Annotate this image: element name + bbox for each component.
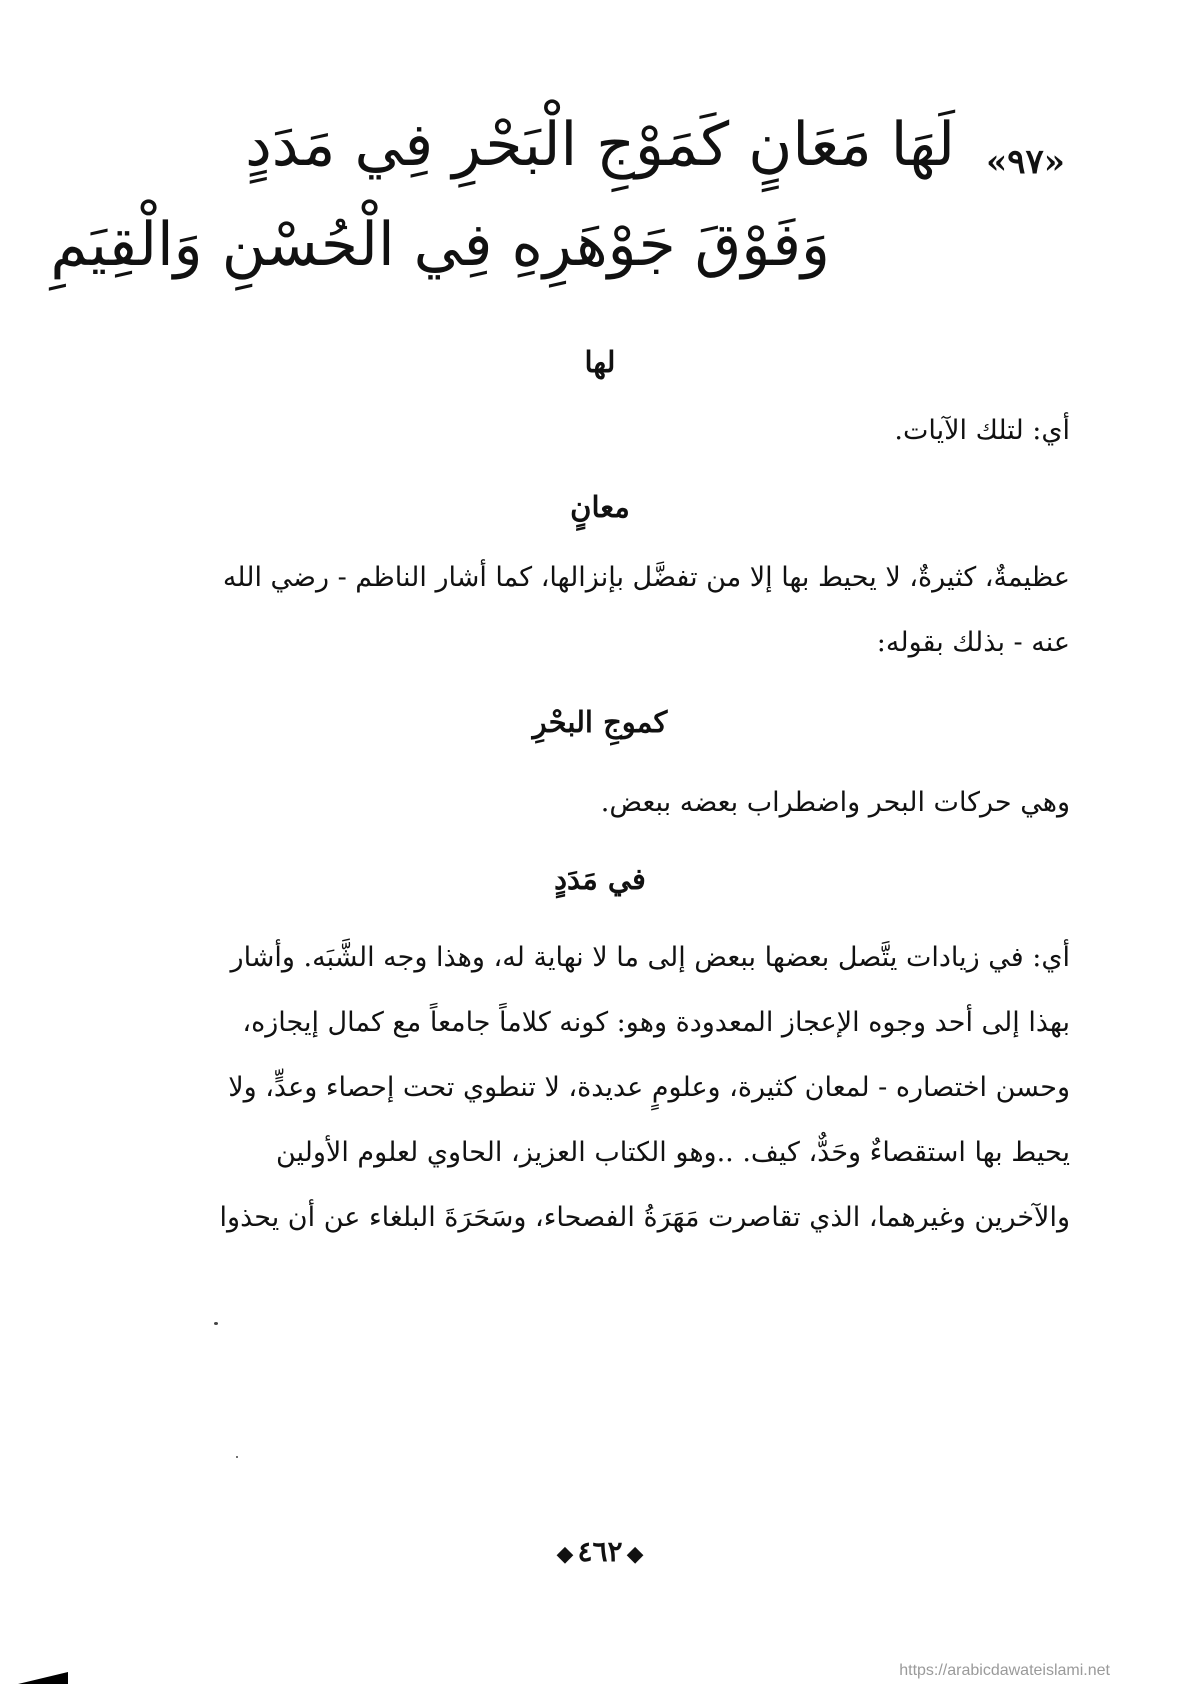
paragraph-line: عظيمةٌ، كثيرةٌ، لا يحيط بها إلا من تفضَّل بإنزالها، كما أشار الناظم - رضي الله: [222, 562, 1070, 593]
scan-speck: [214, 1322, 218, 1325]
scan-speck: [236, 1456, 238, 1458]
paragraph-line: والآخرين وغيرهما، الذي تقاصرت مَهَرَةُ الفصحاء، وسَحَرَةَ البلغاء عن أن يحذوا: [219, 1202, 1070, 1233]
section-heading-kamawj: كموجِ البحْرِ: [532, 705, 668, 739]
paragraph-line: وحسن اختصاره - لمعان كثيرة، وعلومٍ عديدة، لا تنطوي تحت إحصاء وعدٍّ، ولا: [228, 1072, 1070, 1103]
section-heading-maan: معانٍ: [570, 490, 630, 524]
page-number-value: ٤٦٢: [577, 1535, 623, 1568]
watermark-url: https://arabicdawateislami.net: [899, 1662, 1110, 1679]
verse-line-2: وَفَوْقَ جَوْهَرِهِ فِي الْحُسْنِ وَالْقِيَمِ: [50, 210, 830, 280]
section-heading-laha: لها: [584, 345, 616, 379]
section-paragraph-fi-madad: [110, 925, 1070, 1250]
corner-scan-mark: [18, 1672, 68, 1684]
section-paragraph-kamawj: [110, 770, 1070, 835]
page-number: [0, 1535, 1200, 1568]
verse-line-1: لَهَا مَعَانٍ كَمَوْجِ الْبَحْرِ فِي مَدَدٍ: [245, 110, 955, 180]
section-heading-fi-madad: في مَدَدٍ: [554, 862, 646, 896]
paragraph-line: بهذا إلى أحد وجوه الإعجاز المعدودة وهو: كونه كلاماً جامعاً مع كمال إيجازه،: [242, 1007, 1070, 1038]
paragraph-line: يحيط بها استقصاءٌ وحَدٌّ، كيف. ..وهو الكتاب العزيز، الحاوي لعلوم الأولين: [275, 1137, 1070, 1168]
section-paragraph-laha: [110, 398, 1070, 463]
ornament-left-icon: ◆: [556, 1541, 574, 1567]
paragraph-line: أي: في زيادات يتَّصل بعضها ببعض إلى ما لا نهاية له، وهذا وجه الشَّبَه. وأشار: [230, 942, 1070, 973]
paragraph-line: عنه - بذلك بقوله:: [876, 627, 1070, 658]
section-paragraph-maan: [110, 545, 1070, 675]
paragraph-line: وهي حركات البحر واضطراب بعضه ببعض.: [600, 787, 1070, 818]
verse-number: «٩٧»: [985, 142, 1065, 182]
ornament-right-icon: ◆: [626, 1541, 644, 1567]
paragraph-line: أي: لتلك الآيات.: [894, 415, 1070, 446]
